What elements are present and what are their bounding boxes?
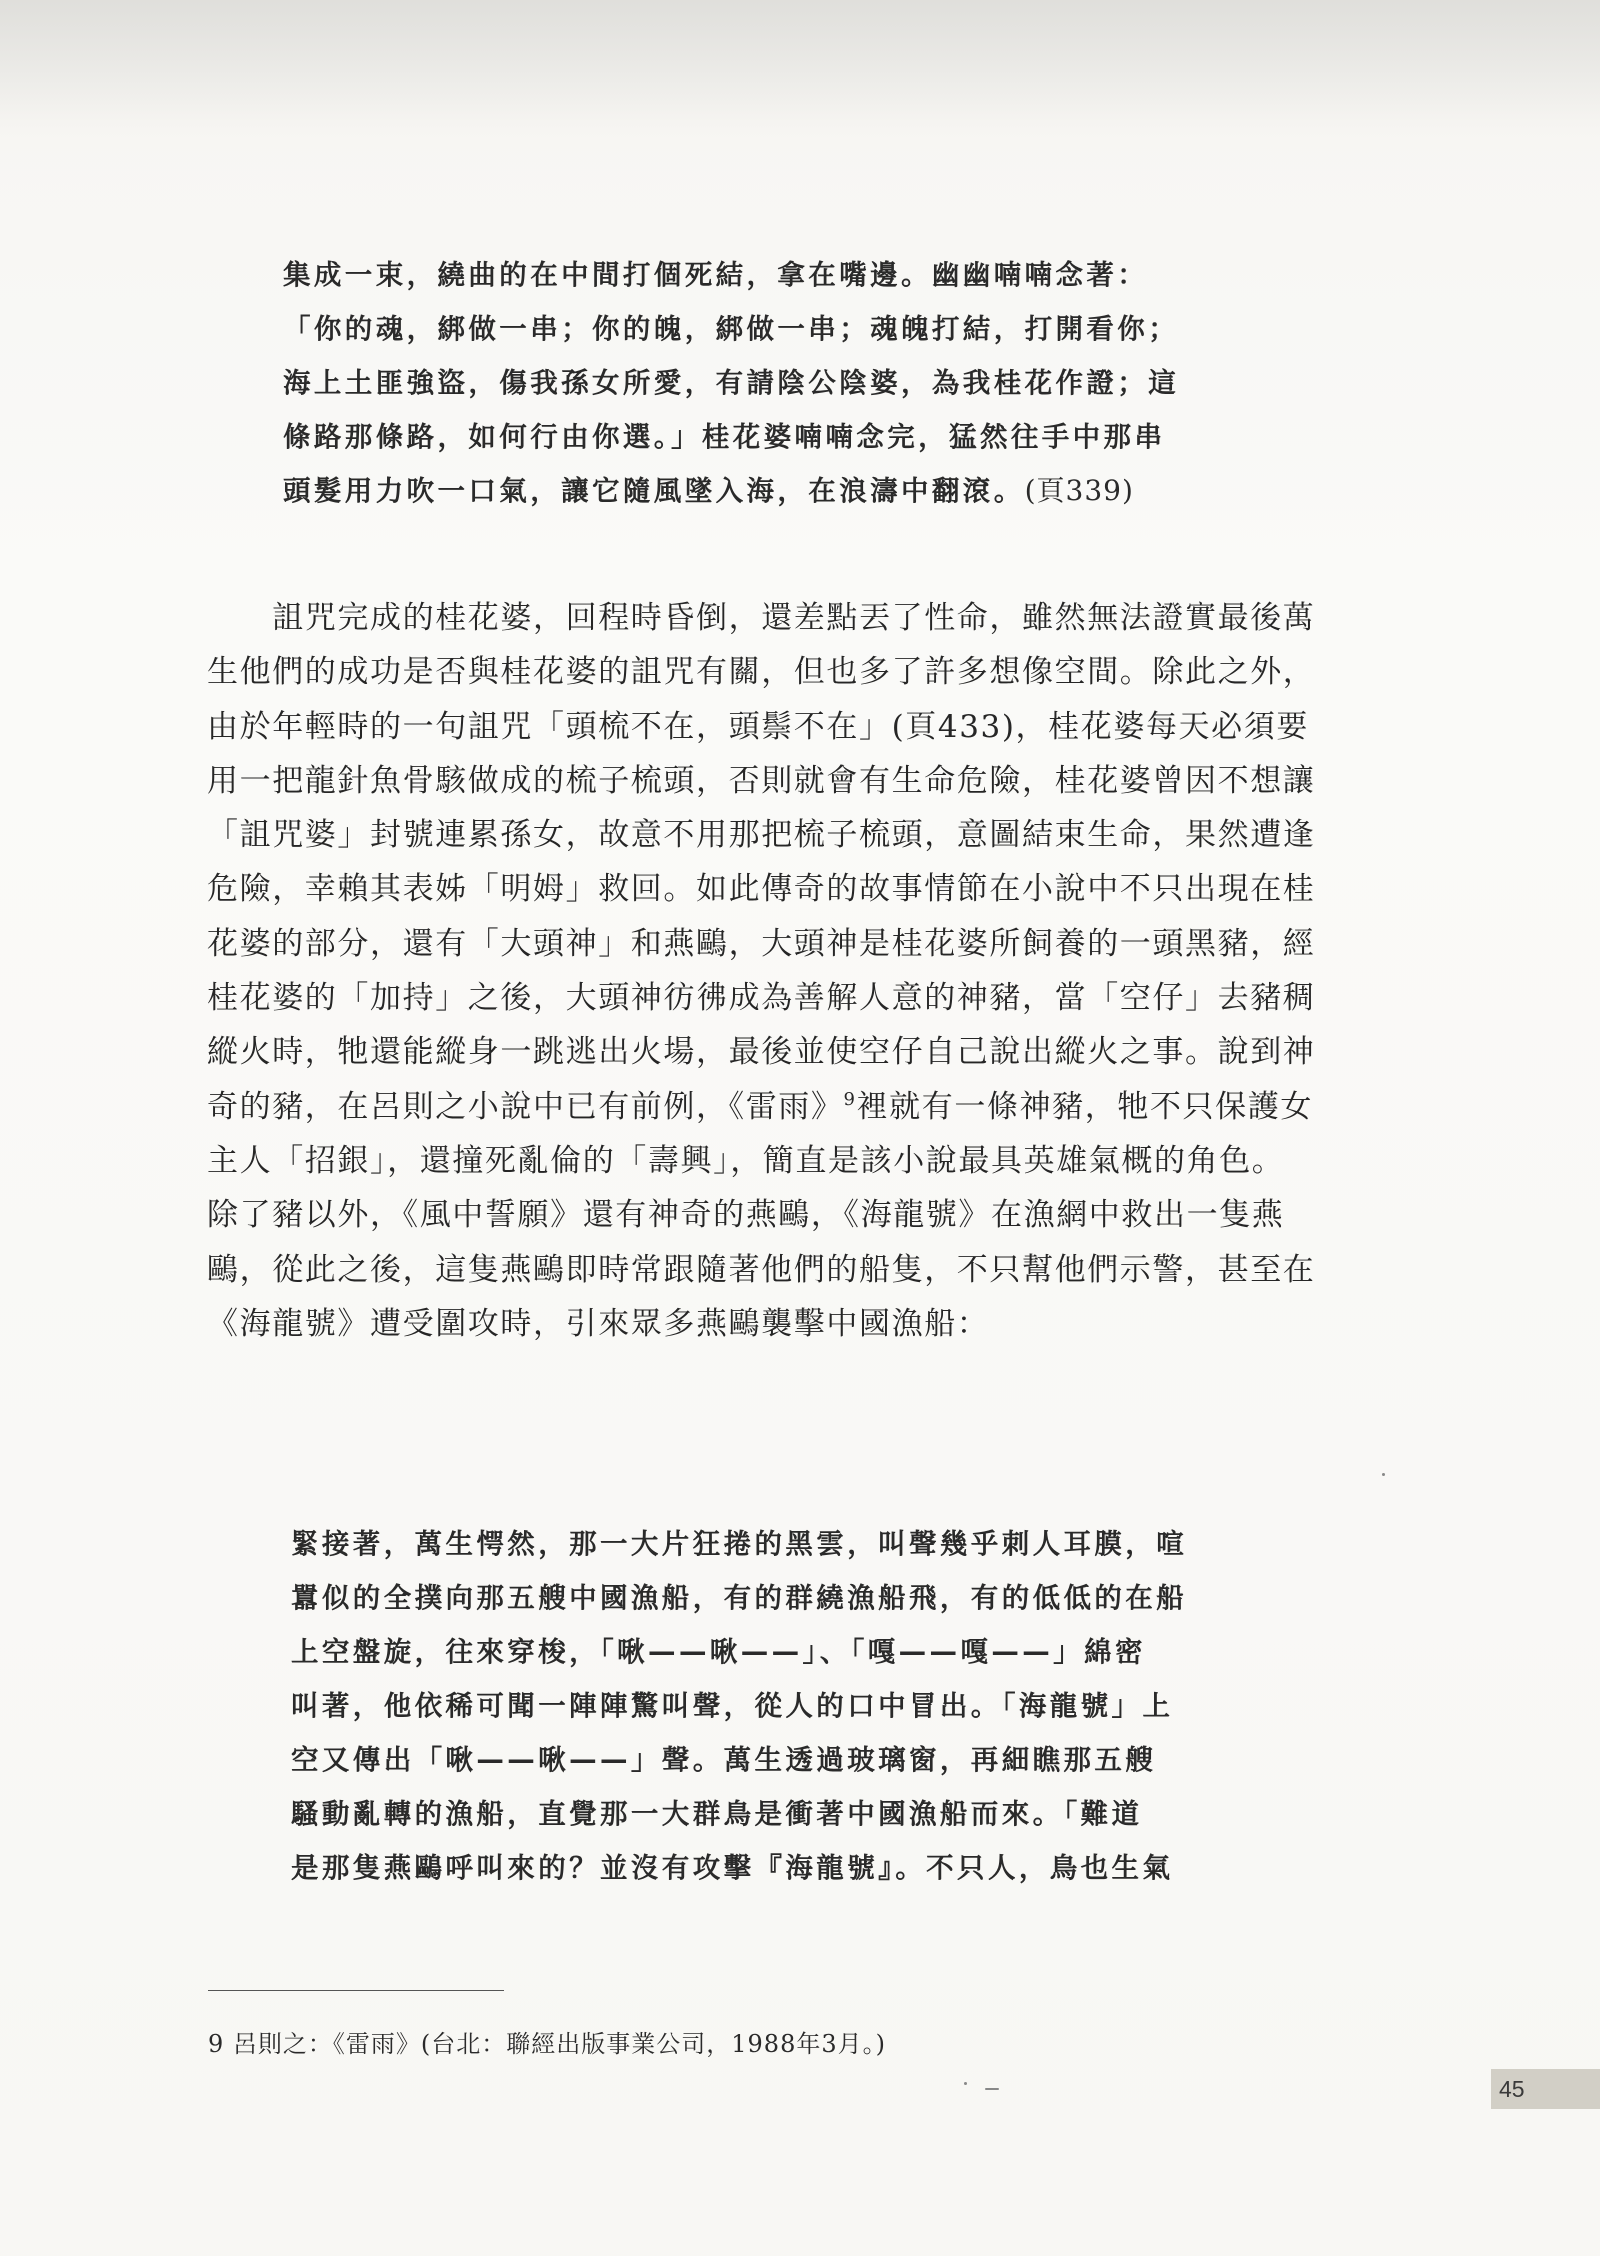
body-text: 奇的豬，在呂則之小說中已有前例，《雷雨》: [207, 1088, 844, 1125]
quote-line: 叫著，他依稀可聞一陣陣驚叫聲，從人的口中冒出。「海龍號」上: [291, 1690, 1174, 1722]
quote-line: 上空盤旋，往來穿梭，「啾——啾——」、「嘎——嘎——」綿密: [291, 1636, 1146, 1668]
body-line: 除了豬以外，《風中誓願》還有神奇的燕鷗，《海龍號》在漁網中救出一隻燕: [207, 1197, 1285, 1234]
body-line: 用一把龍針魚骨駭做成的梳子梳頭，否則就會有生命危險，桂花婆曾因不想讓: [207, 762, 1316, 799]
quote-line: 「你的魂，綁做一串；你的魄，綁做一串；魂魄打結，打開看你；: [283, 313, 1180, 345]
body-paragraph: [207, 591, 1333, 1351]
body-line: 《海龍號》遭受圍攻時，引來眾多燕鷗襲擊中國漁船：: [207, 1305, 990, 1342]
footnote: 9 呂則之：《雷雨》(台北：聯經出版事業公司，1988年3月。): [208, 2030, 886, 2058]
quote-text: 頭髮用力吹一口氣，讓它隨風墜入海，在浪濤中翻滾。: [283, 475, 1025, 507]
body-line: 詛咒完成的桂花婆，回程時昏倒，還差點丟了性命，雖然無法證實最後萬: [207, 600, 1316, 636]
scan-speck: [1382, 1473, 1385, 1476]
quote-line: 條路那條路，如何行由你選。」桂花婆喃喃念完，猛然往手中那串: [283, 421, 1166, 453]
quote-line: 是那隻燕鷗呼叫來的？並沒有攻擊『海龍號』。不只人，鳥也生氣: [291, 1852, 1174, 1884]
quote-line: 囂似的全撲向那五艘中國漁船，有的群繞漁船飛，有的低低的在船: [291, 1582, 1188, 1614]
body-line: 鷗，從此之後，這隻燕鷗即時常跟隨著他們的船隻，不只幫他們示警，甚至在: [207, 1251, 1316, 1288]
scan-speck: [985, 2088, 999, 2090]
footnote-marker[interactable]: 9: [843, 1088, 857, 1110]
page-number: 45: [1491, 2069, 1600, 2109]
scan-speck: [964, 2082, 967, 2085]
body-line: 危險，幸賴其表姊「明姆」救回。如此傳奇的故事情節在小說中不只出現在桂: [207, 871, 1316, 908]
block-quote-2: [291, 1517, 1331, 1895]
body-line: 花婆的部分，還有「大頭神」和燕鷗，大頭神是桂花婆所飼養的一頭黑豬，經: [207, 925, 1316, 962]
body-line: 生他們的成功是否與桂花婆的詛咒有關，但也多了許多想像空間。除此之外，: [207, 654, 1316, 691]
body-line: 桂花婆的「加持」之後，大頭神彷彿成為善解人意的神豬，當「空仔」去豬稠: [207, 980, 1316, 1017]
footnote-divider: [208, 1990, 504, 1991]
page-reference: (頁339): [1024, 474, 1134, 507]
quote-line: 集成一束，繞曲的在中間打個死結，拿在嘴邊。幽幽喃喃念著：: [283, 259, 1149, 291]
body-line: 縱火時，牠還能縱身一跳逃出火場，最後並使空仔自己說出縱火之事。說到神: [207, 1034, 1316, 1071]
body-line-with-footnote: [207, 1080, 1333, 1134]
quote-line: 騷動亂轉的漁船，直覺那一大群鳥是衝著中國漁船而來。「難道: [291, 1798, 1143, 1830]
body-line: 「詛咒婆」封號連累孫女，故意不用那把梳子梳頭，意圖結束生命，果然遭逢: [207, 817, 1316, 854]
quote-line: 緊接著，萬生愕然，那一大片狂捲的黑雲，叫聲幾乎刺人耳膜，喧: [291, 1528, 1188, 1560]
quote-line-last: [283, 464, 1328, 518]
body-text: 裡就有一條神豬，牠不只保護女: [856, 1088, 1313, 1125]
body-line: 主人「招銀」，還撞死亂倫的「壽興」，簡直是該小說最具英雄氣概的角色。: [207, 1142, 1285, 1179]
quote-line: 海上土匪強盜，傷我孫女所愛，有請陰公陰婆，為我桂花作證；這: [283, 367, 1180, 399]
body-line: 由於年輕時的一句詛咒「頭梳不在，頭鬃不在」(頁433)，桂花婆每天必須要: [207, 708, 1309, 745]
quote-line: 空又傳出「啾——啾——」聲。萬生透過玻璃窗，再細瞧那五艘: [291, 1744, 1157, 1776]
scan-shadow: [0, 0, 1600, 140]
block-quote-1: [283, 248, 1328, 518]
